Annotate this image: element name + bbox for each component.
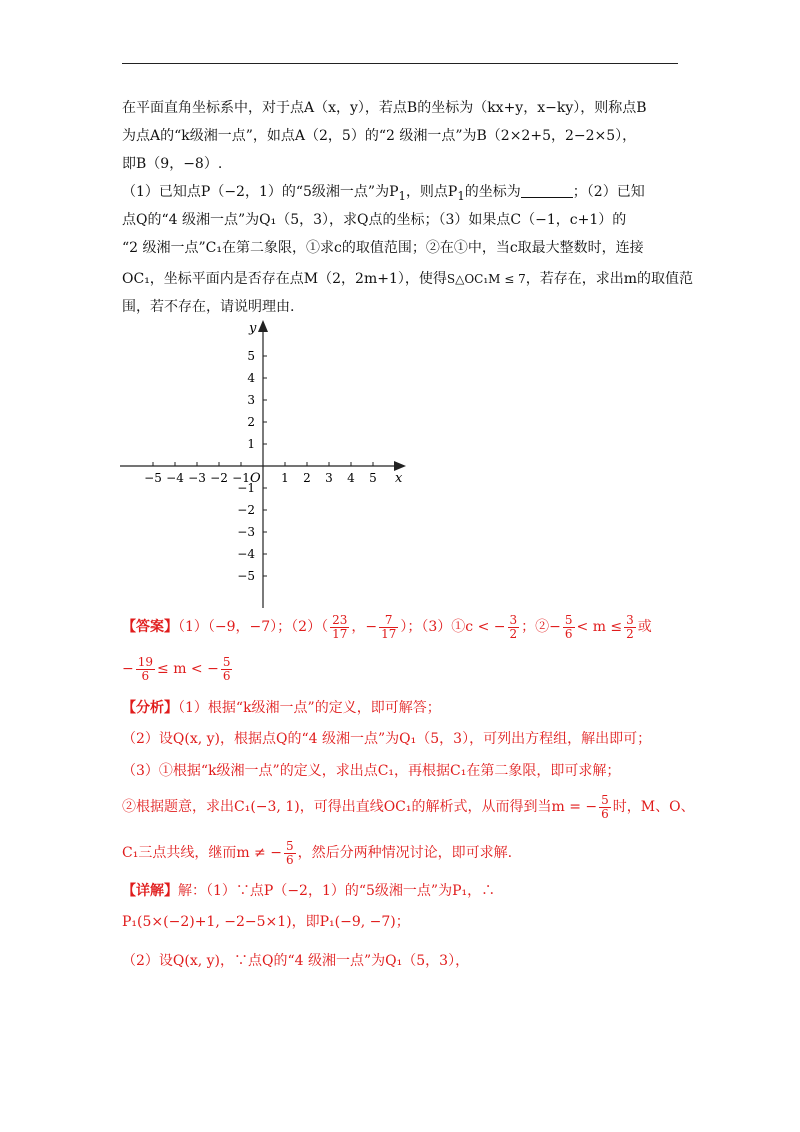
y-tick-label: 1 [247, 437, 255, 451]
y-tick-label: −4 [237, 547, 255, 561]
header-rule [122, 63, 678, 64]
coordinate-graph [110, 318, 410, 610]
fraction: $\frac{23}{17}$ [332, 612, 348, 641]
problem-line-2: 为点A的“k级湘一点”，如点A（2，5）的“2 级湘一点”为B（2×2+5，2−2×5）， [122, 128, 637, 144]
x-tick-label: −2 [210, 471, 228, 485]
y-tick-label: 4 [247, 371, 255, 385]
problem-line-6: “2 级湘一点”C₁在第二象限，①求c的取值范围；②在①中，当c取最大整数时，连接 [122, 240, 644, 256]
answer-blank[interactable] [521, 183, 573, 198]
problem-line-3: 即B（9，−8）. [122, 156, 223, 172]
y-tick-label: 5 [247, 349, 255, 363]
origin-label: O [250, 471, 261, 486]
fraction: $\frac{5}{6}$ [601, 792, 609, 821]
y-tick-label: 3 [247, 393, 255, 407]
answer-line-1: 【答案】（1）（−9，−7）；（2）（ $\frac{23}{17}$ ，− $\frac{7}{17}$ ）；（3）①c < − $\frac{3}{2}$ ；②− $\frac{5}{6}$ < m ≤ $\frac{3}{2}$ 或 [122, 612, 652, 641]
y-tick-label: −3 [237, 525, 255, 539]
fraction: $\frac{3}{2}$ [626, 612, 634, 641]
detail-line-2: P₁(5×(−2)+1, −2−5×1)，即P₁(−9, −7)； [122, 914, 410, 930]
fraction: $\frac{19}{6}$ [137, 654, 154, 683]
fraction: $\frac{5}{6}$ [222, 654, 231, 683]
x-tick-label: 5 [369, 471, 377, 485]
x-tick-label: 2 [303, 471, 311, 485]
answer-line-2: − $\frac{19}{6}$ ≤ m < − $\frac{5}{6}$ [122, 654, 231, 683]
y-axis-label: y [249, 321, 257, 336]
y-axis-arrow [258, 320, 268, 332]
y-tick-label: −1 [237, 481, 255, 495]
y-tick-label: −2 [237, 503, 255, 517]
problem-line-7: OC₁，坐标平面内是否存在点M（2，2m+1），使得S△OC₁M ≤ 7，若存在，求出m的取值范 [122, 271, 694, 287]
x-tick-label: −5 [144, 471, 162, 485]
x-tick-label: 4 [347, 471, 355, 485]
fraction: $\frac{7}{17}$ [381, 612, 397, 641]
x-tick-label: −1 [232, 471, 250, 485]
analysis-line-2: （2）设Q(x, y)，根据点Q的“4 级湘一点”为Q₁（5，3），可列出方程组，解出即可； [122, 731, 652, 747]
y-tick-label: −5 [237, 569, 255, 583]
x-axis-label: x [395, 471, 403, 486]
problem-line-5: 点Q的“4 级湘一点”为Q₁（5，3），求Q点的坐标；（3）如果点C（−1，c+1）的 [122, 212, 627, 228]
analysis-line-5: C₁三点共线，继而m ≠ − $\frac{5}{6}$ ，然后分两种情况讨论，即可求解. [122, 838, 513, 867]
detail-line-3: （2）设Q(x, y)，∵点Q的“4 级湘一点”为Q₁（5，3）， [122, 953, 470, 969]
x-tick-label: 1 [281, 471, 289, 485]
x-tick-label: −4 [166, 471, 184, 485]
y-tick-label: 2 [247, 415, 255, 429]
problem-line-1: 在平面直角坐标系中，对于点A（x，y），若点B的坐标为（kx+y，x−ky），则称点B [122, 100, 647, 116]
analysis-line-3: （3）①根据“k级湘一点”的定义，求出点C₁，再根据C₁在第二象限，即可求解； [122, 763, 621, 779]
detail-line-1: 【详解】解：（1）∵点P（−2，1）的“5级湘一点”为P₁，∴ [122, 883, 496, 899]
fraction: $\frac{5}{6}$ [285, 838, 294, 867]
problem-line-8: 围，若不存在，请说明理由. [122, 299, 295, 315]
problem-line-4: （1）已知点P（−2，1）的“5级湘一点”为$P_1$，则点$P_1$的坐标为 ；（2）已知 [122, 184, 645, 203]
x-tick-label: 3 [325, 471, 333, 485]
analysis-line-4: ②根据题意，求出C₁(−3, 1)，可得出直线OC₁的解析式，从而得到当m = − $\frac{5}{6}$ 时，M、O、 [122, 792, 695, 821]
fraction: $\frac{3}{2}$ [509, 612, 518, 641]
fraction: $\frac{5}{6}$ [564, 612, 573, 641]
x-tick-label: −3 [188, 471, 206, 485]
x-axis-arrow [394, 461, 406, 471]
analysis-line-1: 【分析】（1）根据“k级湘一点”的定义，即可解答； [122, 700, 441, 716]
